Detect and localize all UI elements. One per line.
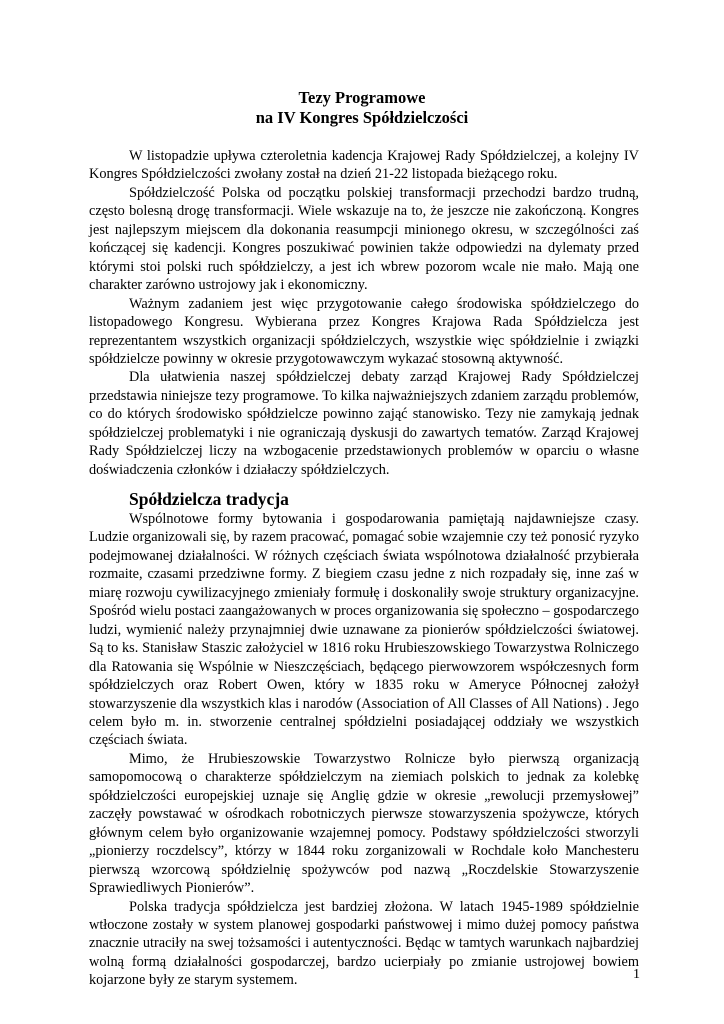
section-paragraph: Mimo, że Hrubieszowskie Towarzystwo Rolnicze było pierwszą organizacją samopomocową o charakterze spółdzielczym na ziemiach polskich to jednak za kolebkę spółdzielczości europejskiej uznaje się Anglię gdzie w okresie „rewolucji przemysłowej” zaczęły powstawać w ośrodkach robotniczych pierwsze stowarzyszenia spożywcze, których głównym celem było organizowanie wzajemnej pomocy. Podstawy spółdzielczości stworzyli „pionierzy roczdelscy”, którzy w 1844 roku zorganizowali w Rochdale koło Manchesteru pierwszą wzorcową spółdzielnię spożywców pod nazwą „Roczdelskie Stowarzyszenie Sprawiedliwych Pionierów”. bbox=[89, 750, 639, 897]
document-title-line-2: na IV Kongres Spółdzielczości bbox=[255, 108, 469, 127]
intro-section bbox=[89, 147, 639, 479]
page-number: 1 bbox=[633, 967, 640, 982]
intro-paragraph: Dla ułatwienia naszej spółdzielczej debaty zarząd Krajowej Rady Spółdzielczej przedstawia niniejsze tezy programowe. To kilka najważniejszych zdaniem zarządu problemów, co do których środowisko spółdzielcze powinno zająć stanowisko. Tezy nie zamykają jednak spółdzielczej problematyki i nie ograniczają dyskusji do zawartych tematów. Zarząd Krajowej Rady Spółdzielczej liczy na wzbogacenie przedstawionych problemów w oparciu o własne doświadczenia członków i działaczy spółdzielczych. bbox=[89, 369, 639, 478]
intro-paragraph: Spółdzielczość Polska od początku polskiej transformacji przechodzi bardzo trudną, często bolesną drogę transformacji. Wiele wskazuje na to, że jeszcze nie zakończoną. Kongres jest najlepszym miejscem dla dokonania reasumpcji minionego okresu, w szczególności zaś kończącej się kadencji. Kongres poszukiwać powinien także odpowiedzi na dylematy przed którymi stoi polski ruch spółdzielczy, a jest ich wbrew pozorom wcale nie mało. Mają one charakter zarówno ustrojowy jak i ekonomiczny. bbox=[89, 184, 639, 294]
intro-paragraph: W listopadzie upływa czteroletnia kadencja Krajowej Rady Spółdzielczej, a kolejny IV Kongres Spółdzielczości zwołany został na dzień 21-22 listopada bieżącego roku. bbox=[89, 148, 639, 183]
tradition-section bbox=[89, 488, 639, 990]
section-paragraph: Wspólnotowe formy bytowania i gospodarowania pamiętają najdawniejsze czasy. Ludzie organizowali się, by razem pracować, pomagać sobie wzajemnie czy też ponosić ryzyko podejmowanej działalności. W różnych częściach świata wspólnotowa działalność przybierała rozmaite, czasami przedziwne formy. Z biegiem czasu jedne z nich rozpadały się, inne zaś w miarę rozwoju cywilizacyjnego zmieniały formułę i doskonaliły swoje struktury organizacyjne. Spośród wielu postaci zaangażowanych w proces organizowania się społeczno – gospodarczego ludzi, wymienić należy przynajmniej dwie uznawane za pionierów spółdzielczości światowej. Są to ks. Stanisław Staszic założyciel w 1816 roku Hrubieszowskiego Towarzystwa Rolniczego dla Ratowania się Wspólnie w Nieszczęściach, będącego pierwowzorem współczesnych form spółdzielczych oraz Robert Owen, który w 1835 roku w Ameryce Północnej założył stowarzyszenie dla wszystkich klas i narodów (Association of All Classes of All Nations) . Jego celem było m. in. stworzenie centralnej spółdzielni posiadającej oddziały we wszystkich częściach świata. bbox=[89, 511, 639, 749]
section-heading: Spółdzielcza tradycja bbox=[129, 489, 289, 509]
document-title-line-1: Tezy Programowe bbox=[298, 88, 426, 107]
intro-paragraph: Ważnym zadaniem jest więc przygotowanie całego środowiska spółdzielczego do listopadowego Kongresu. Wybierana przez Kongres Krajowa Rada Spółdzielcza jest reprezentantem wszystkich organizacji spółdzielczych, wszystkie więc spółdzielnie i związki spółdzielcze powinny w okresie przygotowawczym wykazać stosowną aktywność. bbox=[89, 295, 639, 367]
section-paragraph: Polska tradycja spółdzielcza jest bardziej złożona. W latach 1945-1989 spółdzielnie wtłoczone zostały w system planowej gospodarki państwowej i mimo dużej pomocy państwa znacznie utraciły na swej tożsamości i autentyczności. Będąc w tamtych warunkach najbardziej wolną formą działalności gospodarczej, bardzo ucierpiały po zmianie ustrojowej bowiem kojarzone były ze starym systemem. bbox=[89, 898, 639, 989]
